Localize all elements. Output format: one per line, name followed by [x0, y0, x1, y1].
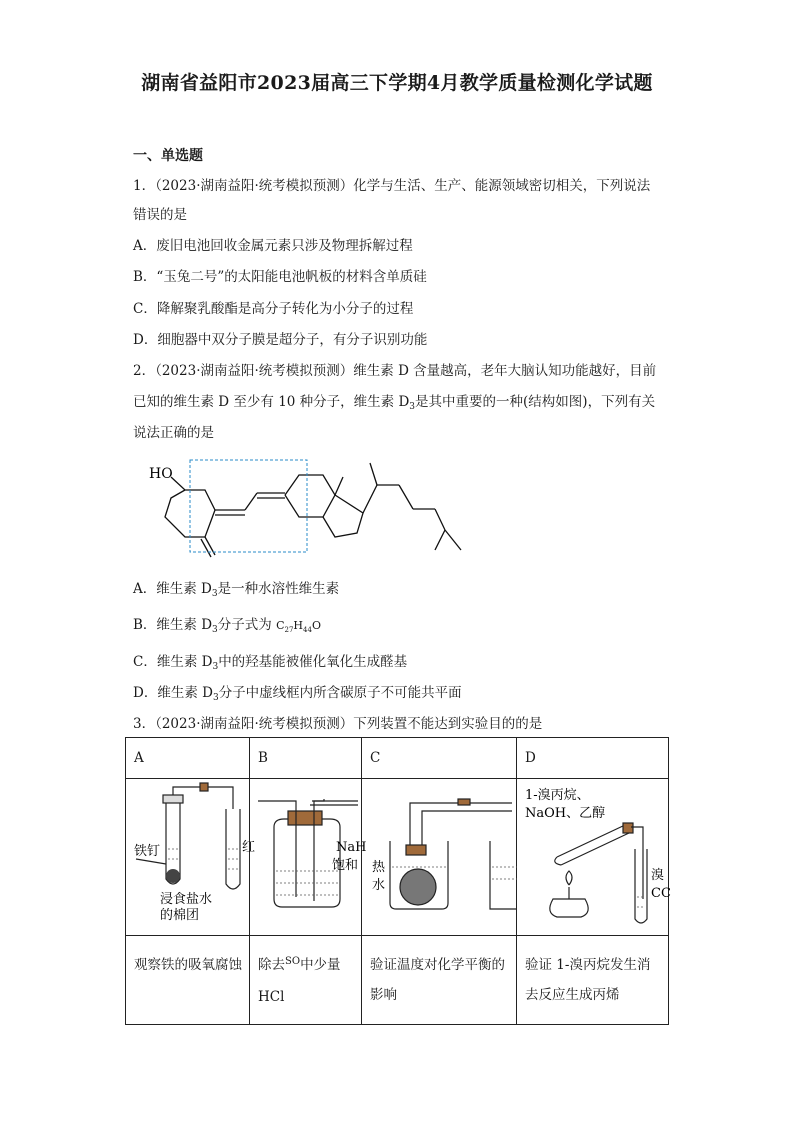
- header-a: A: [126, 738, 250, 779]
- fig-b-label-nahso3: NaH: [336, 840, 367, 855]
- hydroxyl-label: HO: [149, 466, 173, 482]
- q1-option-a: A．废旧电池回收金属元素只涉及物理拆解过程: [133, 238, 413, 254]
- fig-c-label-water: 水: [372, 878, 386, 893]
- figure-c-cell: [362, 779, 517, 936]
- figure-a-cell: [126, 779, 256, 936]
- q2-stem-line2: 已知的维生素 D 至少有 10 种分子，维生素 $D_3$是其中重要的一种(结构如图)，下列有关: [133, 394, 656, 412]
- q1-option-c: C．降解聚乳酸酯是高分子转化为小分子的过程: [133, 301, 414, 317]
- vitamin-d3-structure: [145, 455, 465, 565]
- q1-option-d: D．细胞器中双分子膜是超分子，有分子识别功能: [133, 332, 428, 348]
- q2-option-a: A．维生素 $D_3$是一种水溶性维生素: [133, 581, 340, 599]
- q2-stem-line1: 2．（2023·湖南益阳·统考模拟预测）维生素 D 含量越高，老年大脑认知功能越好，目前: [133, 363, 657, 379]
- fig-a-label-cotton: 的棉团: [160, 908, 200, 923]
- section-heading: 一、单选题: [133, 148, 203, 164]
- figure-d-cell: [517, 779, 669, 936]
- q1-stem-line2: 错误的是: [133, 207, 187, 223]
- apparatus-b: [250, 779, 367, 931]
- fig-a-label-nail: 铁钉: [134, 844, 161, 859]
- fig-d-label-reagent2: NaOH、乙醇: [525, 806, 606, 821]
- apparatus-a: [126, 779, 256, 931]
- fig-c-label-hot: 热: [372, 860, 386, 875]
- caption-a: 观察铁的吸氧腐蚀: [126, 936, 250, 1025]
- caption-d: 验证 1-溴丙烷发生消去反应生成丙烯: [517, 936, 669, 1025]
- header-b: B: [250, 738, 362, 779]
- q2-option-d: D．维生素 $D_3$分子中虚线框内所含碳原子不可能共平面: [133, 685, 462, 703]
- apparatus-d: [517, 779, 669, 931]
- fig-a-label-red: 红: [242, 840, 256, 855]
- header-d: D: [517, 738, 669, 779]
- fig-a-label-brine: 浸食盐水: [160, 892, 213, 907]
- fig-b-label-saturated: 饱和: [332, 858, 359, 873]
- fig-d-label-reagent1: 1-溴丙烷、: [525, 788, 590, 803]
- figure-b-cell: [250, 779, 367, 936]
- q3-stem: 3．（2023·湖南益阳·统考模拟预测）下列装置不能达到实验目的的是: [133, 716, 543, 732]
- caption-b: 除去$^{SO}$中少量 HCl: [250, 936, 362, 1025]
- q2-stem-line3: 说法正确的是: [133, 425, 214, 441]
- apparatus-c: [362, 779, 517, 931]
- q1-stem-line1: 1．（2023·湖南益阳·统考模拟预测）化学与生活、生产、能源领域密切相关，下列说法: [133, 178, 651, 194]
- fig-d-label-ccl4: CC: [651, 886, 671, 901]
- caption-c: 验证温度对化学平衡的影响: [362, 936, 517, 1025]
- fig-d-label-bromine: 溴: [651, 868, 665, 883]
- q3-apparatus-table: [125, 737, 669, 1025]
- q2-option-b: B．维生素 $D_3$分子式为 $C_{27}H_{44}O$: [133, 617, 321, 635]
- q2-option-c: C．维生素 $D_3$中的羟基能被催化氧化生成醛基: [133, 654, 408, 672]
- header-c: C: [362, 738, 517, 779]
- page-title: 湖南省益阳市2023届高三下学期4月教学质量检测化学试题: [141, 72, 653, 94]
- q1-option-b: B．“玉兔二号”的太阳能电池帆板的材料含单质硅: [133, 269, 427, 285]
